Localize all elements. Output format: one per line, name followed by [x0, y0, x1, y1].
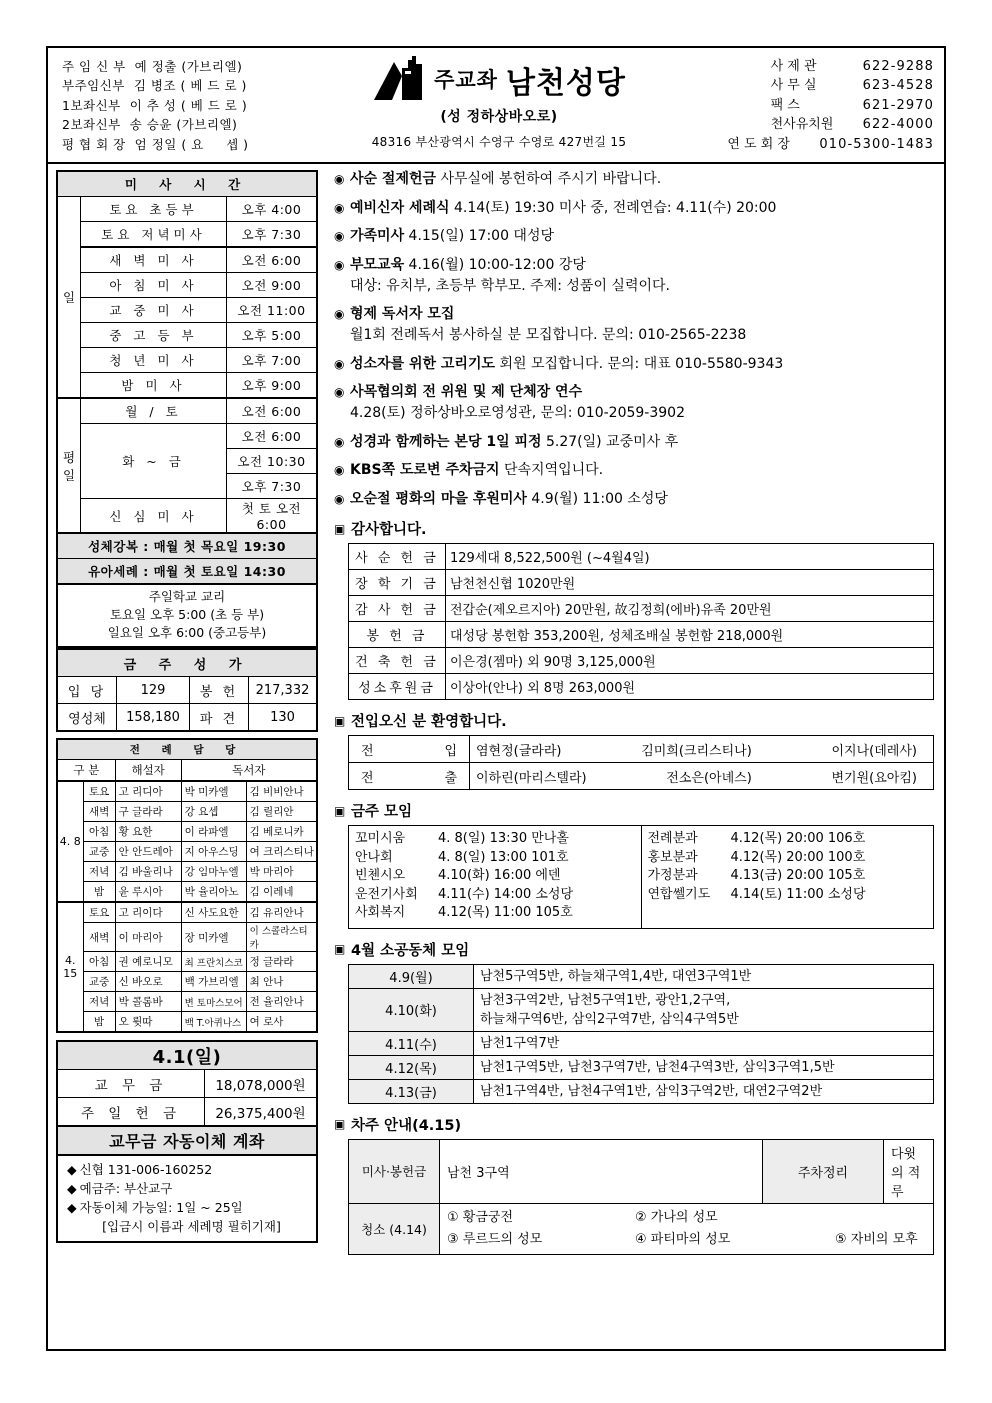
transfer-name: 이하린(마리스텔라): [476, 770, 587, 786]
liturgy-slot: 교중: [83, 842, 115, 862]
contact-number: 010-5300-1483: [819, 136, 934, 152]
thanks-table: [348, 543, 934, 700]
bullseye-bullet-icon: ◉: [334, 200, 345, 215]
sc-line: 남천1구역5반, 남천3구역7반, 남천4구역3반, 삼익3구역1,5반: [480, 1059, 835, 1075]
meeting-detail: 4.13(금) 20:00 105호: [730, 868, 866, 883]
notice-bold: 성소자를 위한 고리기도: [350, 355, 495, 372]
meeting-detail: 4.12(목) 11:00 105호: [438, 905, 573, 920]
meeting-name: 사회복지: [355, 905, 406, 920]
thanks-value: 129세대 8,522,500원 (~4월4일): [446, 544, 934, 570]
contact-row: [682, 57, 934, 76]
thanks-key: 감 사 헌 금: [349, 596, 446, 622]
meetings-right-column: [641, 826, 934, 929]
transfer-name: 변기원(요아킴): [831, 770, 917, 786]
cleaning-item: ① 황금궁전: [447, 1209, 514, 1225]
notice-item: [334, 199, 934, 218]
hymn-value: 217,332: [249, 677, 318, 704]
mass-time: 오전 6:00: [227, 398, 318, 424]
sc-date: 4.12(목): [349, 1055, 474, 1079]
bullseye-bullet-icon: ◉: [334, 434, 345, 449]
mass-offering-value: 남천 3구역: [440, 1139, 763, 1203]
sc-line: 남천1구역4반, 남천4구역1반, 삼익3구역2반, 대연2구역2반: [480, 1083, 823, 1099]
small-community-title: 4월 소공동체 모임: [351, 942, 470, 959]
liturgy-slot: 새벽: [83, 923, 115, 952]
notice-item: [334, 305, 934, 345]
notice-bold: 사순 절제헌금: [350, 171, 437, 187]
mass-time: 첫 토 오전 6:00: [227, 499, 318, 534]
meeting-name: 빈첸시오: [355, 868, 406, 883]
liturgy-lector-2: 최 안나: [246, 972, 317, 992]
clergy-line: 1보좌신부 이 추 성 ( 베 드 로 ): [62, 97, 248, 113]
meeting-detail: 4. 8(일) 13:30 만나홀: [438, 831, 569, 846]
cleaning-item: ⑤ 자비의 모후: [835, 1231, 918, 1247]
liturgy-lector-1: 신 사도요한: [181, 902, 246, 923]
contact-label: 팩 스: [770, 97, 800, 113]
mass-time: 오전 10:30: [227, 449, 318, 474]
meetings-title: 금주 모임: [351, 804, 413, 820]
liturgy-header-lector: 독서자: [181, 760, 317, 782]
cleaning-row: [447, 1207, 926, 1229]
next-week-title: 차주 안내(4.15): [351, 1117, 462, 1134]
offering-value: 26,375,400원: [205, 1098, 318, 1127]
liturgy-lector-2: 전 율리안나: [246, 992, 317, 1012]
bullseye-bullet-icon: ◉: [334, 172, 345, 186]
meetings-table: [348, 825, 934, 929]
offering-value: 18,078,000원: [205, 1070, 318, 1098]
notice-bold: 가족미사: [350, 228, 405, 244]
church-name-prefix: 주교좌: [434, 68, 498, 92]
mass-name: 교 중 미 사: [81, 298, 227, 323]
mass-name: 신 심 미 사: [81, 499, 227, 534]
sc-line: 하늘채구역6반, 삼익2구역7반, 삼익4구역5반: [480, 1011, 739, 1027]
transfer-names: [470, 763, 934, 790]
notice-rest: 4.14(토) 19:30 미사 중, 전례연습: 4.11(수) 20:00: [449, 199, 777, 216]
mass-time: 오후 9:00: [227, 373, 318, 399]
mass-times-title: 미 사 시 간: [57, 171, 317, 197]
sunday-school-title: 주일학교 교리: [148, 589, 226, 604]
liturgy-commentator: 구 글라라: [115, 802, 181, 822]
mass-time: 오후 7:00: [227, 348, 318, 373]
parking-value: 다윗의 적루: [884, 1139, 934, 1203]
account-line: ◆ 신협 131-006-160252: [67, 1162, 213, 1177]
cleaning-item: ④ 파티마의 성모: [635, 1231, 731, 1247]
transfer-heading: [334, 710, 934, 731]
notice-bold: 형제 독서자 모집: [350, 306, 455, 322]
notice-sub: 4.28(토) 정하상바오로영성관, 문의: 010-2059-3902: [350, 405, 685, 421]
clergy-line: 부주임신부 김 병조 ( 베 드 로 ): [62, 78, 247, 94]
notice-text: [350, 170, 661, 189]
liturgy-lector-2: 김 유리안나: [246, 902, 317, 923]
sc-date: 4.9(월): [349, 964, 474, 988]
diamond-bullet-icon: ◆: [67, 1162, 77, 1177]
cleaning-values: [440, 1203, 934, 1254]
sunday-school-line: 일요일 오후 6:00 (중고등부): [107, 625, 267, 640]
thanks-value: 대성당 봉헌함 353,200원, 성체조배실 봉헌함 218,000원: [446, 622, 934, 648]
liturgy-slot: 아침: [83, 822, 115, 842]
liturgy-header-commentator: 해설자: [115, 760, 181, 782]
square-bullet-icon: ▣: [334, 521, 346, 536]
notice-text: [350, 305, 746, 345]
notice-rest: 4.15(일) 17:00 대성당: [404, 228, 554, 244]
liturgy-lector-2: 김 베로니카: [246, 822, 317, 842]
hymn-table: [56, 648, 318, 732]
mass-name: 토요 초등부: [81, 197, 227, 222]
notice-rest: 사무실에 봉헌하여 주시기 바랍니다.: [436, 171, 662, 187]
square-bullet-icon: ▣: [334, 803, 346, 818]
account-line: ◆ 자동이체 가능일: 1일 ~ 25일: [67, 1200, 243, 1215]
church-identity: [316, 48, 682, 162]
contact-list: [682, 48, 944, 162]
sc-groups: [474, 1031, 934, 1055]
liturgy-commentator: 이 마리아: [115, 923, 181, 952]
sc-groups: [474, 1079, 934, 1103]
thanks-title: 감사합니다.: [351, 522, 427, 538]
notice-bold: 사목협의회 전 위원 및 제 단체장 연수: [350, 384, 583, 400]
liturgy-commentator: 박 콜롬바: [115, 992, 181, 1012]
parking-label: 주차정리: [763, 1139, 884, 1203]
liturgy-lector-2: 김 비비안나: [246, 781, 317, 802]
sc-line: 남천3구역2반, 남천5구역1반, 광안1,2구역,: [480, 992, 731, 1008]
thanks-value: 이은경(젬마) 외 90명 3,125,000원: [446, 648, 934, 674]
thanks-key: 성소후원금: [349, 674, 446, 700]
liturgy-slot: 저녁: [83, 992, 115, 1012]
meeting-item: [355, 867, 635, 886]
notice-item: [334, 383, 934, 423]
transfer-table: [348, 735, 934, 790]
notice-item: [334, 170, 934, 189]
contact-number: 621-2970: [862, 97, 934, 113]
meeting-item: [355, 904, 635, 923]
liturgy-commentator: 고 리디아: [115, 781, 181, 802]
clergy-list: [48, 48, 316, 162]
square-bullet-icon: ▣: [334, 713, 346, 728]
notice-item: [334, 256, 934, 296]
next-week-heading: [334, 1114, 934, 1135]
right-column: [324, 164, 944, 1349]
hymn-key: 입 당: [57, 677, 117, 704]
meeting-item: [355, 849, 635, 868]
liturgy-lector-1: 강 요셉: [181, 802, 246, 822]
liturgy-header-division: 구 분: [57, 760, 115, 782]
sc-groups: [474, 988, 934, 1031]
meeting-item: [648, 849, 928, 868]
liturgy-slot: 저녁: [83, 862, 115, 882]
transfer-name: 김미희(크리스티나): [641, 743, 752, 759]
contact-row: [682, 135, 934, 154]
offering-table: [56, 1040, 318, 1156]
small-community-heading: [334, 939, 934, 960]
hymn-value: 130: [249, 704, 318, 732]
sunday-school-line: 토요일 오후 5:00 (초 등 부): [109, 607, 265, 622]
transfer-key: 전 출: [349, 763, 470, 790]
bulletin-frame: [46, 46, 946, 1351]
liturgy-commentator: 안 안드레아: [115, 842, 181, 862]
sc-date: 4.10(화): [349, 988, 474, 1031]
mass-time: 오후 7:30: [227, 222, 318, 248]
mass-name: 청 년 미 사: [81, 348, 227, 373]
meeting-name: 안나회: [355, 849, 393, 865]
hymn-value: 158,180: [117, 704, 190, 732]
liturgy-lector-2: 김 릴리안: [246, 802, 317, 822]
liturgy-lector-1: 변 토마스모어: [181, 992, 246, 1012]
thanks-key: 봉 헌 금: [349, 622, 446, 648]
hymn-key: 파 견: [190, 704, 249, 732]
notice-text: [350, 383, 685, 423]
transfer-key: 전 입: [349, 736, 470, 763]
liturgy-commentator: 황 요한: [115, 822, 181, 842]
meeting-detail: 4. 8(일) 13:00 101호: [438, 849, 569, 865]
liturgy-slot: 토요: [83, 902, 115, 923]
liturgy-lector-1: 장 미카엘: [181, 923, 246, 952]
liturgy-lector-1: 박 율리아노: [181, 882, 246, 903]
contact-label: 연 도 회 장: [727, 136, 790, 152]
notice-rest: 단속지역입니다.: [499, 462, 604, 478]
bullseye-bullet-icon: ◉: [334, 385, 345, 399]
bullseye-bullet-icon: ◉: [334, 356, 345, 371]
benediction-banner: 성체강복 : 매월 첫 목요일 19:30: [57, 533, 317, 559]
transfer-name: 염현정(글라라): [476, 743, 562, 759]
account-info: [56, 1156, 318, 1243]
diamond-bullet-icon: ◆: [67, 1200, 77, 1215]
cleaning-item: ② 가나의 성모: [635, 1209, 718, 1225]
sc-groups: [474, 964, 934, 988]
contact-row: [682, 115, 934, 134]
liturgy-date: 4. 15: [57, 902, 83, 1032]
thanks-key: 사 순 헌 금: [349, 544, 446, 570]
liturgy-date: 4. 8: [57, 781, 83, 902]
liturgy-lector-1: 지 아우스딩: [181, 842, 246, 862]
liturgy-lector-2: 김 이레네: [246, 882, 317, 903]
meeting-name: 홍보분과: [647, 849, 698, 865]
meeting-name: 꼬미시움: [355, 831, 406, 846]
meeting-name: 전례분과: [647, 831, 698, 846]
diamond-bullet-icon: ◆: [67, 1181, 77, 1196]
notice-item: [334, 433, 934, 452]
meetings-left-column: [349, 826, 642, 929]
liturgy-commentator: 고 리이다: [115, 902, 181, 923]
cleaning-row: [447, 1229, 926, 1251]
clergy-line: 평 협 회 장 엄 정일 ( 요 셉 ): [62, 136, 249, 152]
meetings-heading: [334, 800, 934, 821]
sunday-label: 일: [57, 197, 81, 399]
meeting-item: [648, 830, 928, 849]
liturgy-duty-table: [56, 738, 318, 1033]
notice-rest: 5.27(일) 교중미사 후: [541, 433, 679, 450]
meeting-item: [648, 867, 928, 886]
liturgy-lector-1: 최 프란치스코: [181, 952, 246, 972]
transfer-title: 전입오신 분 환영합니다.: [351, 714, 507, 730]
account-title: 교무금 자동이체 계좌: [57, 1126, 317, 1155]
square-bullet-icon: ▣: [334, 942, 346, 956]
mass-name: 새 벽 미 사: [81, 247, 227, 273]
church-name: 남천성당: [505, 66, 626, 101]
liturgy-commentator: 오 륏따: [115, 1012, 181, 1033]
mass-time: 오전 6:00: [227, 424, 318, 449]
notice-text: [350, 199, 776, 218]
notice-text: [350, 256, 670, 296]
notice-bold: 예비신자 세례식: [350, 199, 450, 216]
liturgy-slot: 밤: [83, 882, 115, 903]
notice-bold: 부모교육: [350, 256, 405, 273]
notice-item: [334, 461, 934, 480]
meeting-detail: 4.10(화) 16:00 에덴: [438, 868, 561, 883]
liturgy-slot: 교중: [83, 972, 115, 992]
liturgy-slot: 아침: [83, 952, 115, 972]
account-note: [입금시 이름과 세례명 필히기재]: [102, 1219, 281, 1234]
bullseye-bullet-icon: ◉: [334, 307, 345, 321]
mass-time: 오전 6:00: [227, 247, 318, 273]
hymn-value: 129: [117, 677, 190, 704]
small-community-table: [348, 964, 934, 1104]
liturgy-lector-1: 백 T.아퀴나스: [181, 1012, 246, 1033]
mass-time: 오후 5:00: [227, 323, 318, 348]
liturgy-commentator: 윤 루시아: [115, 882, 181, 903]
hymn-key: 영성체: [57, 704, 117, 732]
bullseye-bullet-icon: ◉: [334, 463, 345, 477]
bullseye-bullet-icon: ◉: [334, 257, 345, 272]
clergy-line: 2보좌신부 송 승윤 (가브리엘): [62, 117, 238, 133]
liturgy-lector-2: 여 크리스티나: [246, 842, 317, 862]
meeting-detail: 4.11(수) 14:00 소성당: [438, 886, 574, 902]
meeting-item: [355, 886, 635, 905]
notice-bold: 오순절 평화의 마을 후원미사: [350, 490, 527, 507]
mass-name: 화 ~ 금: [81, 424, 227, 499]
liturgy-lector-1: 이 라파엘: [181, 822, 246, 842]
liturgy-duty-title: 전 례 담 당: [57, 739, 317, 760]
notice-rest: 4.9(월) 11:00 소성당: [526, 490, 668, 507]
bulletin-header: [48, 48, 944, 164]
cleaning-item: ③ 루르드의 성모: [447, 1231, 543, 1247]
transfer-name: 이지나(데레사): [831, 743, 917, 759]
account-line: ◆ 예금주: 부산교구: [67, 1181, 173, 1196]
notice-rest: 회원 모집합니다. 문의: 대표 010-5580-9343: [495, 355, 784, 372]
liturgy-lector-1: 박 미카엘: [181, 781, 246, 802]
liturgy-lector-2: 이 스콜라스티카: [246, 923, 317, 952]
meeting-item: [355, 830, 635, 849]
liturgy-commentator: 김 바울리나: [115, 862, 181, 882]
infant-baptism-banner: 유아세례 : 매월 첫 토요일 14:30: [57, 559, 317, 585]
notice-sub: 대상: 유치부, 초등부 학부모. 주제: 성품이 실력이다.: [350, 277, 670, 294]
liturgy-slot: 밤: [83, 1012, 115, 1033]
sc-line: 남천1구역7반: [480, 1035, 560, 1051]
weekday-label: 평일: [57, 398, 81, 533]
notice-text: [350, 490, 668, 509]
liturgy-slot: 새벽: [83, 802, 115, 822]
contact-row: [682, 76, 934, 95]
sc-date: 4.13(금): [349, 1079, 474, 1103]
contact-number: 622-4000: [862, 117, 934, 133]
hymn-title: 금 주 성 가: [57, 649, 317, 677]
sc-date: 4.11(수): [349, 1031, 474, 1055]
sc-line: 남천5구역5반, 하늘채구역1,4반, 대연3구역1반: [480, 968, 752, 984]
next-week-table: [348, 1139, 934, 1255]
meeting-name: 운전기사회: [355, 886, 418, 902]
meeting-item: [648, 886, 928, 905]
notice-item: [334, 490, 934, 509]
liturgy-commentator: 신 바오로: [115, 972, 181, 992]
church-address: 48316 부산광역시 수영구 수영로 427번길 15: [371, 135, 627, 149]
thanks-key: 장 학 기 금: [349, 570, 446, 596]
liturgy-lector-2: 정 글라라: [246, 952, 317, 972]
left-column: [48, 164, 324, 1349]
mass-name: 밤 미 사: [81, 373, 227, 399]
liturgy-lector-1: 백 가브리엘: [181, 972, 246, 992]
hymn-key: 봉 헌: [190, 677, 249, 704]
thanks-heading: [334, 518, 934, 539]
notice-sub: 월1회 전례독서 봉사하실 분 모집합니다. 문의: 010-2565-2238: [350, 327, 747, 343]
notice-bold: 성경과 함께하는 본당 1일 피정: [350, 433, 542, 450]
notice-rest: 4.16(월) 10:00-12:00 강당: [404, 256, 586, 273]
bullseye-bullet-icon: ◉: [334, 491, 345, 506]
contact-label: 천사유치원: [770, 117, 834, 133]
contact-label: 사 무 실: [770, 78, 817, 94]
contact-number: 622-9288: [862, 59, 934, 74]
sunday-school-box: [56, 585, 318, 648]
square-bullet-icon: ▣: [334, 1117, 346, 1131]
liturgy-lector-2: 여 로사: [246, 1012, 317, 1033]
mass-times-table: [56, 170, 318, 585]
liturgy-lector-2: 박 마리아: [246, 862, 317, 882]
clergy-line: 주 임 신 부 예 정출 (가브리엘): [62, 59, 243, 74]
meeting-name: 가정분과: [647, 868, 698, 883]
notice-text: [350, 433, 678, 452]
liturgy-slot: 토요: [83, 781, 115, 802]
offering-date-title: 4.1(일): [57, 1041, 317, 1070]
liturgy-lector-1: 강 임마누엘: [181, 862, 246, 882]
meeting-detail: 4.14(토) 11:00 소성당: [730, 886, 866, 902]
meeting-detail: 4.12(목) 20:00 100호: [730, 849, 866, 865]
cleaning-label: 청소 (4.14): [349, 1203, 440, 1254]
mass-time: 오전 9:00: [227, 273, 318, 298]
mass-time: 오후 4:00: [227, 197, 318, 222]
mass-name: 아 침 미 사: [81, 273, 227, 298]
mass-name: 월 / 토: [81, 398, 227, 424]
thanks-value: 이상아(안나) 외 8명 263,000원: [446, 674, 934, 700]
church-logo-icon: [372, 54, 428, 104]
notice-item: [334, 227, 934, 246]
mass-offering-label: 미사·봉헌금: [349, 1139, 440, 1203]
contact-label: 사 제 관: [770, 59, 817, 74]
mass-name: 토요 저녁미사: [81, 222, 227, 248]
bullseye-bullet-icon: ◉: [334, 229, 345, 243]
offering-key: 주 일 헌 금: [57, 1098, 205, 1127]
notice-item: [334, 355, 934, 374]
offering-key: 교 무 금: [57, 1070, 205, 1098]
mass-time: 오후 7:30: [227, 474, 318, 499]
thanks-value: 남천천신협 1020만원: [446, 570, 934, 596]
thanks-value: 전갑순(제오르지아) 20만원, 故김정희(에바)유족 20만원: [446, 596, 934, 622]
transfer-names: [470, 736, 934, 763]
contact-number: 623-4528: [862, 78, 934, 94]
transfer-name: 전소은(아녜스): [666, 770, 752, 786]
meeting-detail: 4.12(목) 20:00 106호: [730, 831, 866, 846]
meeting-name: 연합쎌기도: [647, 886, 711, 902]
church-patron: (성 정하상바오로): [440, 109, 558, 125]
sc-groups: [474, 1055, 934, 1079]
liturgy-commentator: 권 예로니모: [115, 952, 181, 972]
notice-bold: KBS쪽 도로변 주차금지: [350, 462, 500, 478]
mass-time: 오전 11:00: [227, 298, 318, 323]
contact-row: [682, 96, 934, 115]
notice-text: [350, 227, 554, 246]
thanks-key: 건 축 헌 금: [349, 648, 446, 674]
notice-text: [350, 355, 783, 374]
mass-name: 중 고 등 부: [81, 323, 227, 348]
notice-text: [350, 461, 603, 480]
